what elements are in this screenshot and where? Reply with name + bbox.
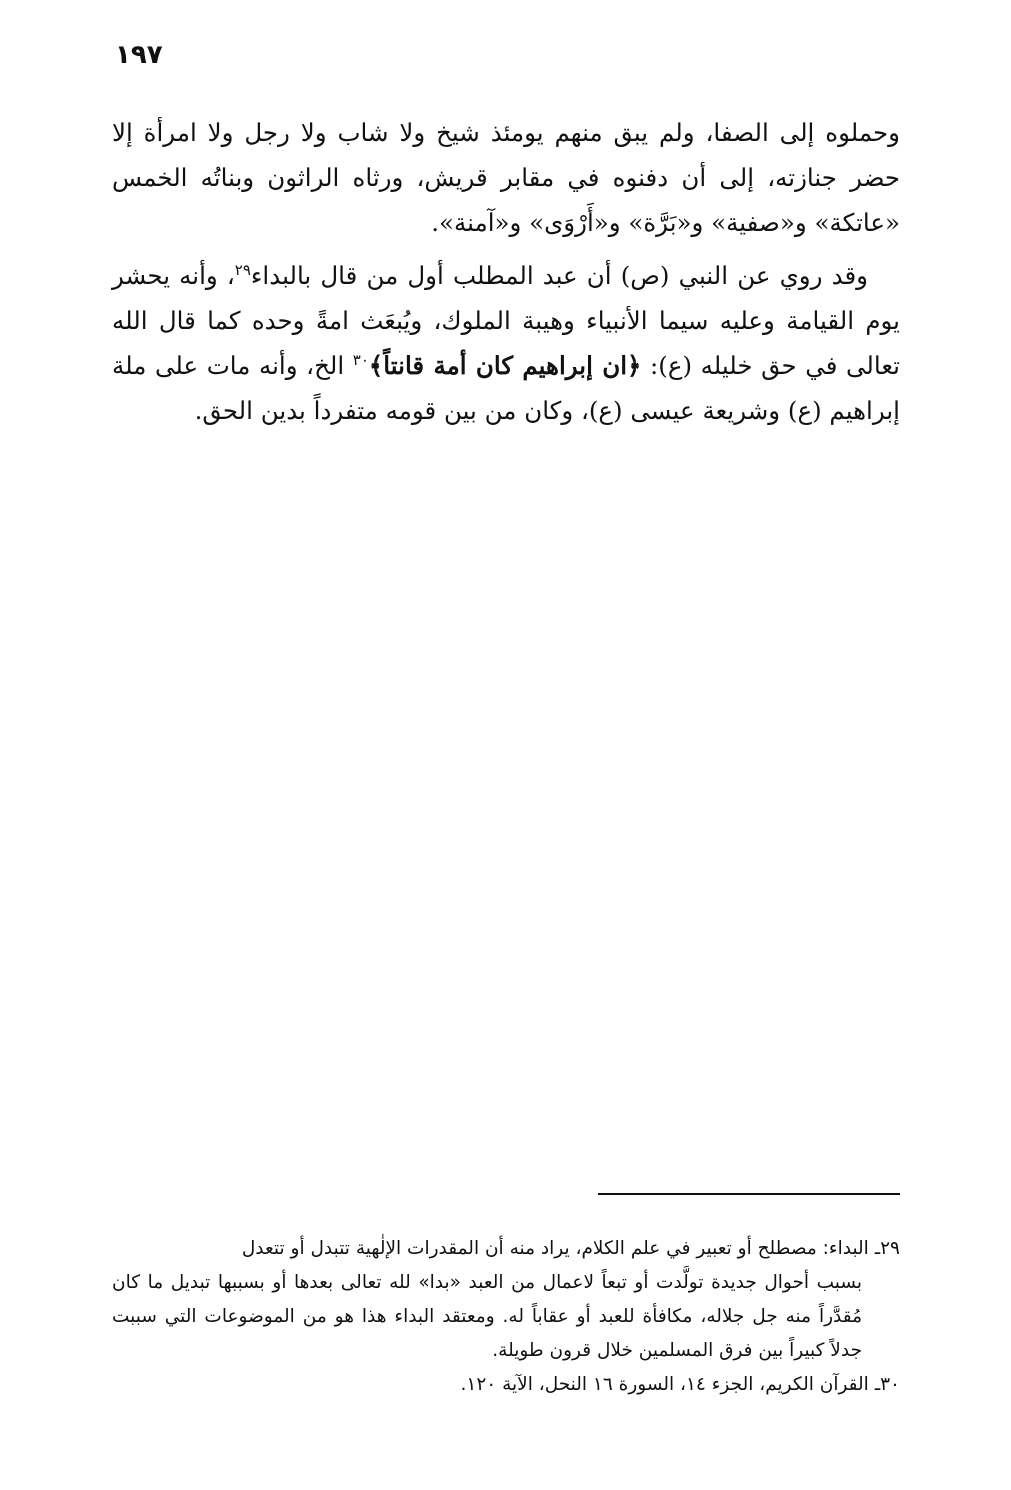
paragraph-1: وحملوه إلى الصفا، ولم يبق منهم يومئذ شيخ ولا شاب ولا رجل ولا امرأة إلا حضر جنازته، إلى أن دفنوه في مقابر قريش، ورثاه الراثون وبناتُه الخمس «عاتكة» و«صفية» و«بَرَّة» و«أَرْوَى» و«آمنة».: [112, 118, 900, 237]
paragraph-2: [112, 253, 900, 433]
paragraph-2-part-3: الخ، وأنه مات على ملة إبراهيم (ع) وشريعة عيسى (ع)، وكان من بين قومه متفرداً بدين الحق.: [112, 351, 900, 425]
footnote-29-continuation: بسبب أحوال جديدة تولَّدت أو تبعاً لاعمال من العبد «بدا» لله تعالى بعدها أو بسببها تبديل ما كان مُقدَّراً منه جل جلاله، مكافأة للعبد أو عقاباً له. ومعتقد البداء هذا هو من الموضوعات التي سببت جدلاً كبيراً بين فرق المسلمين خلال قرون طويلة.: [112, 1272, 862, 1361]
footnote-separator: [598, 1193, 900, 1195]
footnote-29-first-line: ٢٩ـ البداء: مصطلح أو تعبير في علم الكلام، يراد منه أن المقدرات الإلٰهية تتبدل أو تتعدل: [241, 1238, 900, 1259]
footnote-ref-30: ٣٠: [352, 350, 369, 369]
main-text: [112, 110, 900, 433]
page-number: ١٩٧: [115, 40, 163, 70]
paragraph-2-part-2: ، وأنه يحشر يوم القيامة وعليه سيما الأنبياء وهيبة الملوك، ويُبعَث امةً وحده كما قال الله تعالى في حق خليله (ع):: [112, 261, 900, 380]
footnotes: [112, 1232, 900, 1402]
quran-quote: ﴿ان إبراهيم كان أمة قانتاً﴾: [368, 351, 642, 380]
footnote-30: ٣٠ـ القرآن الكريم، الجزء ١٤، السورة ١٦ النحل، الآية ١٢٠.: [460, 1374, 900, 1395]
paragraph-2-part-1: وقد روي عن النبي (ص) أن عبد المطلب أول من قال بالبداء: [250, 261, 868, 290]
footnote-ref-29: ٢٩: [234, 260, 251, 279]
